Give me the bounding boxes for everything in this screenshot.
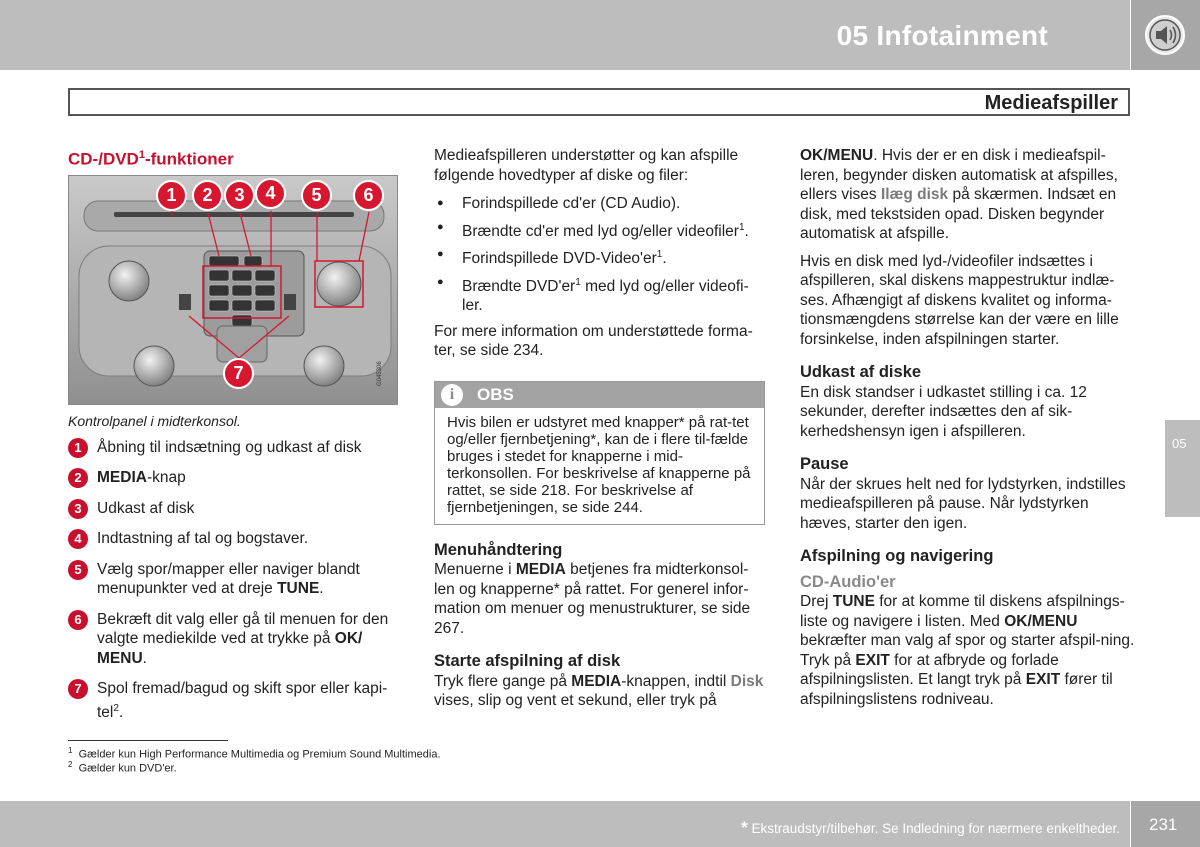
callout-1: 1 bbox=[156, 180, 187, 211]
navigation-paragraph: Drej TUNE for at komme til diskens afspilnings-liste og navigere i listen. Med OK/MENU bekræfter man valg af spor og starter afspil-ning. Tryk på EXIT for at afbryde og forlade afspilningslisten. Et langt tryk på EXIT fører til afspilningslistens rodniveau. bbox=[800, 593, 1135, 708]
list-item: ● Brændte $DVD'er^1$ med lyd og/eller videofi-ler. bbox=[434, 273, 769, 316]
column-3 bbox=[800, 146, 1135, 709]
menu-paragraph: Menuerne i MEDIA betjenes fra midterkonsol-len og knapperne* på rattet. For generel infor-mation om menuer og menustrukturer, se side 267. bbox=[434, 561, 751, 637]
page-footer bbox=[0, 801, 1130, 847]
obs-note-box bbox=[434, 381, 765, 525]
cd-audio-heading: CD-Audio'er bbox=[800, 572, 896, 591]
footnote-divider bbox=[68, 740, 228, 741]
obs-body: Hvis bilen er udstyret med knapper* på rat-tet og/eller fjernbetjening*, kan de i flere til-fælde bruges i stedet for knapperne i mid-terkonsollen. For beskrivelse af knapperne på rattet, se side 218. For beskrivelse af fjernbetjeningen, se side 244. bbox=[447, 413, 751, 516]
chapter-title: 05 Infotainment bbox=[836, 20, 1048, 51]
callout-5: 5 bbox=[301, 180, 332, 211]
folder-paragraph: Hvis en disk med lyd-/videofiler indsættes i afspilleren, skal diskens mappestruktur indlæ-ses. Afhængigt af diskens kvalitet og informa-tionsmængdens størrelse kan der være en lille forsinkelse, inden afspilningen starter. bbox=[800, 252, 1119, 348]
menu-heading: Menuhåndtering bbox=[434, 540, 563, 559]
list-item: ● Brændte cd'er med lyd og/eller videofiler$^1$. bbox=[434, 218, 769, 242]
callout-6: 6 bbox=[353, 180, 384, 211]
list-item: 5 Vælg spor/mapper eller naviger blandt menupunkter ved at dreje TUNE. bbox=[68, 560, 408, 599]
navigation-heading: Afspilning og navigering bbox=[800, 547, 994, 565]
control-panel-figure bbox=[68, 175, 398, 405]
speaker-icon bbox=[1144, 14, 1186, 56]
callout-7: 7 bbox=[223, 358, 254, 389]
obs-label: OBS bbox=[477, 384, 514, 404]
chapter-side-tab bbox=[1165, 420, 1200, 517]
list-item: 6 Bekræft dit valg eller gå til menuen for den valgte mediekilde ved at trykke på OK/ MENU. bbox=[68, 610, 408, 669]
start-paragraph: Tryk flere gange på MEDIA-knappen, indtil Disk vises, slip og vent et sekund, eller tryk på bbox=[434, 672, 764, 710]
column-1 bbox=[68, 146, 408, 733]
section-heading: CD-/DVD$^1$-funktioner bbox=[68, 149, 234, 169]
page-number-box bbox=[1131, 801, 1200, 847]
list-item: ● Forindspillede cd'er (CD Audio). bbox=[434, 194, 769, 214]
footer-note: * Ekstraudstyr/tilbehør. Se Indledning for nærmere enkeltheder. bbox=[741, 818, 1120, 837]
figure-caption: Kontrolpanel i midterkonsol. bbox=[68, 413, 241, 430]
eject-paragraph: En disk standser i udkastet stilling i ca. 12 sekunder, derefter indsættes den af sik-kerhedshensyn igen i afspilleren. bbox=[800, 383, 1087, 440]
list-item: ● Forindspillede DVD-$Video'er^1$. bbox=[434, 245, 769, 269]
list-item: 1 Åbning til indsætning og udkast af disk bbox=[68, 438, 408, 458]
intro-paragraph: Medieafspilleren understøtter og kan afspille følgende hovedtyper af diske og filer: bbox=[434, 147, 739, 184]
column-2 bbox=[434, 146, 769, 711]
chapter-icon-box bbox=[1131, 0, 1200, 70]
list-item: 2 MEDIA-knap bbox=[68, 468, 408, 488]
footnote-2: $^2$ Gælder kun DVD'er. bbox=[68, 760, 177, 775]
callout-2: 2 bbox=[192, 180, 223, 211]
footnote-1: $^1$ Gælder kun High Performance Multimedia og Premium Sound Multimedia. bbox=[68, 746, 441, 761]
obs-header bbox=[435, 382, 764, 408]
list-item: 4 Indtastning af tal og bogstaver. bbox=[68, 529, 408, 549]
section-title: Medieafspiller bbox=[984, 92, 1118, 114]
side-tab-label: 05 bbox=[1172, 436, 1187, 451]
start-heading: Starte afspilning af disk bbox=[434, 652, 621, 671]
info-icon: i bbox=[441, 384, 463, 406]
pause-paragraph: Når der skrues helt ned for lydstyrken, indstilles medieafspilleren på pause. Når lydstyrken hæves, starter den igen. bbox=[800, 475, 1126, 532]
callout-legend bbox=[68, 438, 408, 723]
list-item: 7 Spol fremad/bagud og skift spor eller kapi-tel$^2$. bbox=[68, 679, 408, 722]
more-info-paragraph: For mere information om understøttede forma-ter, se side 234. bbox=[434, 322, 753, 360]
section-bar bbox=[68, 88, 1130, 116]
format-list bbox=[434, 194, 769, 316]
pause-heading: Pause bbox=[800, 455, 849, 473]
eject-heading: Udkast af diske bbox=[800, 363, 922, 381]
page-number: 231 bbox=[1149, 815, 1178, 834]
figure-code: G045306 bbox=[377, 361, 383, 387]
page-header bbox=[0, 0, 1130, 70]
callout-3: 3 bbox=[224, 180, 255, 211]
callout-4: 4 bbox=[255, 178, 286, 209]
okmenu-paragraph: OK/MENU. Hvis der er en disk i medieafspil-leren, begynder disken automatisk at afspilles, ellers vises Ilæg disk på skærmen. Indsæt en disk, med tekstsiden opad. Disken begynder automatisk at afspille. bbox=[800, 147, 1118, 242]
list-item: 3 Udkast af disk bbox=[68, 499, 408, 519]
